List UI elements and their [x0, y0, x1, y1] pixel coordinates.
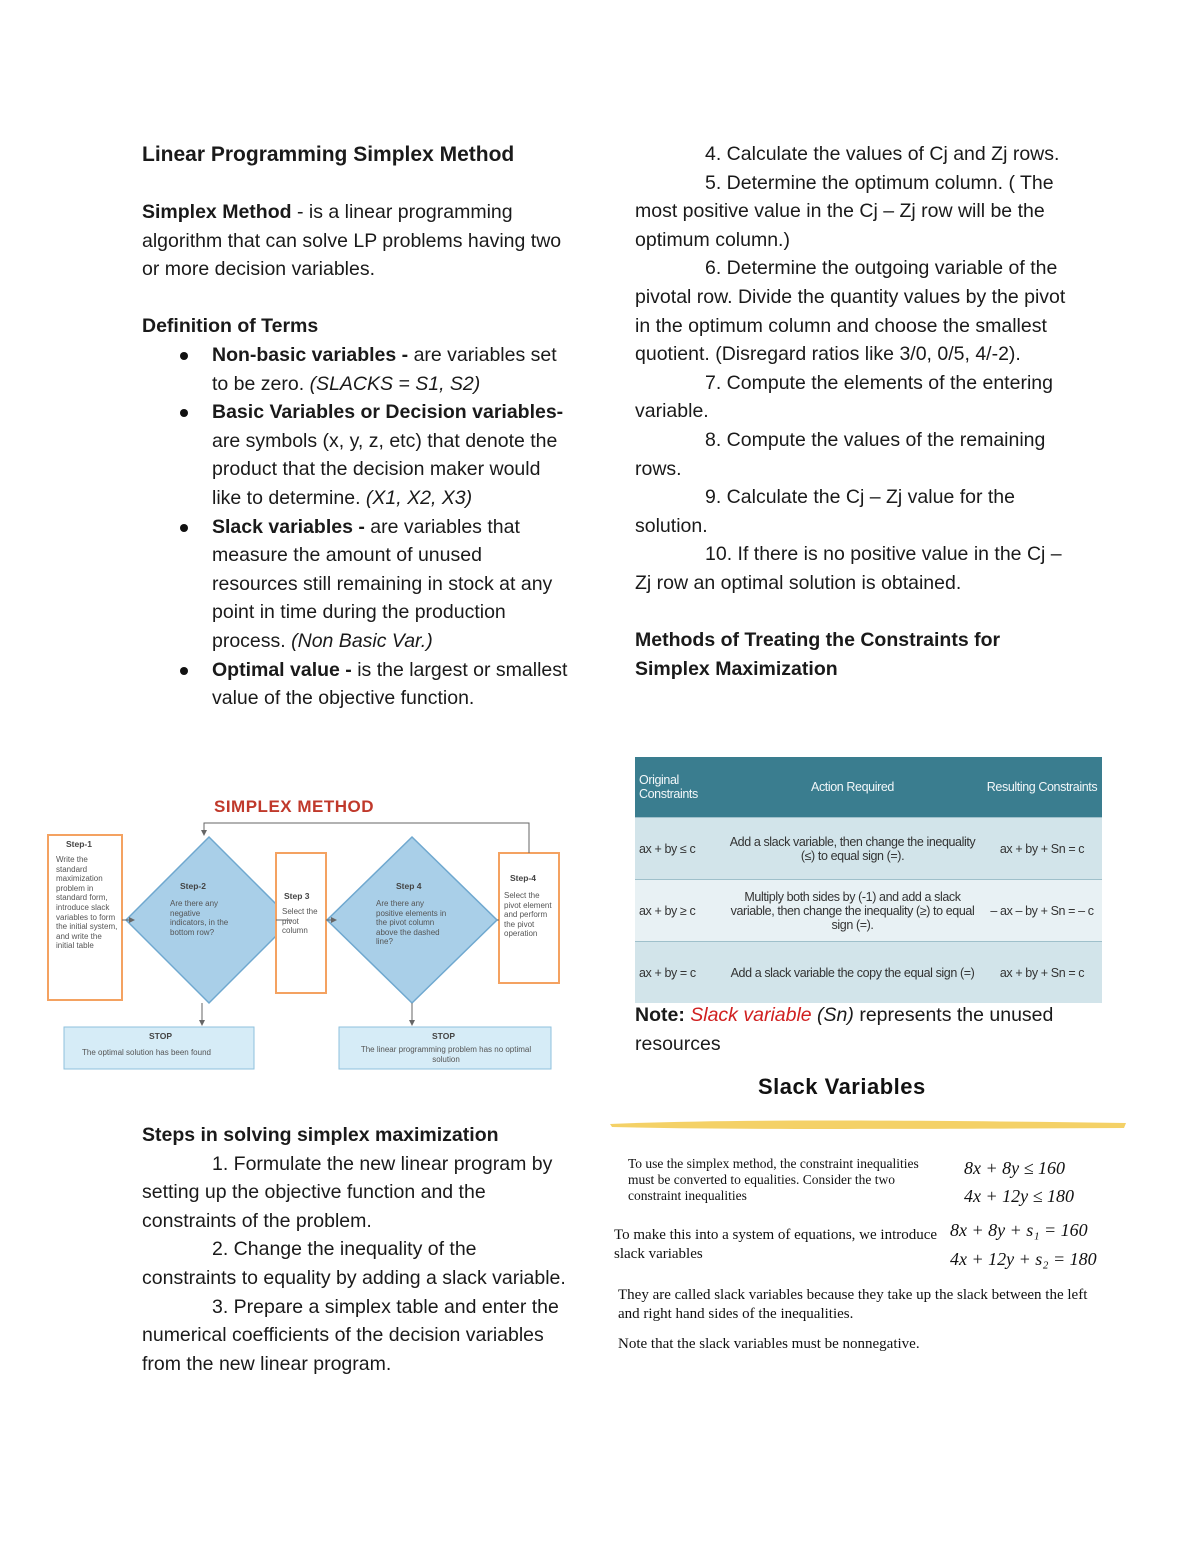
slack-eq1: 8x + 8y + s₁ = 160: [950, 1220, 1088, 1240]
step-item: 4. Calculate the values of Cj and Zj rows.: [705, 143, 1060, 165]
table-cell: ax + by ≤ c: [635, 818, 723, 880]
slack-ineq2: 4x + 12y ≤ 180: [964, 1186, 1075, 1206]
term-text: are symbols (x, y, z, etc) that denote the product that the decision maker would like to determine.: [212, 429, 558, 509]
left-column: [142, 140, 572, 713]
simplex-term: Simplex Method: [142, 201, 292, 223]
table-cell: ax + by ≥ c: [635, 880, 723, 942]
step3-head: Step 3: [284, 891, 310, 901]
term-label: Optimal value -: [212, 658, 358, 681]
table-row: [635, 818, 1102, 880]
term-label: Slack variables -: [212, 515, 371, 538]
step5-text: Select the pivot element and perform the pivot operation: [504, 891, 552, 939]
note-paragraph: [635, 1001, 1075, 1058]
simplex-flowchart: [44, 795, 564, 1075]
simplex-definition: [142, 198, 572, 284]
table-cell: Add a slack variable the copy the equal sign (=): [723, 942, 982, 1004]
term-label: Non-basic variables -: [212, 343, 414, 366]
table-header: Resulting Constraints: [982, 757, 1102, 818]
table-row: [635, 880, 1102, 942]
slack-eq2: 4x + 12y + s₂ = 180: [950, 1249, 1097, 1269]
stop1-head: STOP: [149, 1031, 172, 1041]
note-rest: represents the unused resources: [635, 1004, 1054, 1055]
term-text: are variables that measure the amount of unused resources still remaining in stock at any point in time during the production process.: [212, 515, 553, 652]
term-item: [142, 341, 572, 398]
definition-heading: Definition of Terms: [142, 315, 319, 338]
step4-text: Are there any positive elements in the pivot column above the dashed line?: [376, 899, 447, 947]
step5-head: Step-4: [510, 873, 536, 883]
step-item: 8. Compute the values of the remaining rows.: [635, 428, 1046, 480]
step3-text: Select the pivot column: [282, 907, 318, 936]
term-note: (Non Basic Var.): [291, 629, 433, 652]
table-header: Action Required: [723, 757, 982, 818]
step-item: 2. Change the inequality of the constraints to equality by adding a slack variable.: [142, 1238, 566, 1289]
step1-text: Write the standard maximization problem in standard form, introduce slack variables to form the initial system, and write the initial table: [56, 855, 118, 951]
term-text: are variables set to be zero.: [212, 343, 557, 395]
step-item: 7. Compute the elements of the entering variable.: [635, 371, 1053, 423]
step2-head: Step-2: [180, 881, 206, 891]
step1-head: Step-1: [66, 839, 92, 849]
note-label: Note:: [635, 1004, 685, 1026]
note-section: [635, 1001, 1075, 1058]
page-title: Linear Programming Simplex Method: [142, 143, 515, 166]
table-cell: Add a slack variable, then change the inequality (≤) to equal sign (=).: [723, 818, 982, 880]
term-item: [142, 513, 572, 656]
step2-text: Are there any negative indicators, in the bottom row?: [170, 899, 229, 937]
term-text: is the largest or smallest value of the objective function.: [212, 658, 568, 710]
slack-para1: To use the simplex method, the constraint inequalities must be converted to equalities. Consider the two constraint inequalities: [628, 1156, 919, 1203]
term-item: [142, 398, 572, 512]
step-item: 10. If there is no positive value in the Cj – Zj row an optimal solution is obtained.: [635, 543, 1062, 594]
table-cell: Multiply both sides by (-1) and add a slack variable, then change the inequality (≥) to equal sign (=).: [723, 880, 982, 942]
step4-head: Step 4: [396, 881, 422, 891]
table-header-row: [635, 757, 1102, 818]
note-red-term: Slack variable: [690, 1004, 812, 1026]
slack-title: Slack Variables: [758, 1074, 926, 1099]
table-cell: ax + by + Sn = c: [982, 942, 1102, 1004]
slack-para3: They are called slack variables because they take up the slack between the left and right hand sides of the inequalities.: [618, 1287, 1088, 1322]
slack-ineq1: 8x + 8y ≤ 160: [964, 1158, 1066, 1178]
terms-list: [142, 341, 572, 713]
step-item: 1. Formulate the new linear program by setting up the objective function and the constraints of the problem.: [142, 1152, 553, 1232]
right-column: [635, 140, 1075, 683]
flowchart-title: SIMPLEX METHOD: [214, 797, 375, 816]
slack-para2: To make this into a system of equations, we introduce slack variables: [614, 1227, 938, 1262]
table-cell: ax + by = c: [635, 942, 723, 1004]
highlight-bar: [608, 1118, 1128, 1130]
steps-section: [142, 1121, 572, 1378]
simplex-def-text: - is a linear programming algorithm that can solve LP problems having two or more decision variables.: [142, 201, 562, 281]
step-item: 5. Determine the optimum column. ( The most positive value in the Cj – Zj row will be the optimum column.): [635, 171, 1054, 251]
term-item: [142, 656, 572, 713]
step-item: 6. Determine the outgoing variable of the pivotal row. Divide the quantity values by the pivot in the optimum column and choose the smallest quotient. (Disregard ratios like 3/0, 0/5, 4/-2).: [635, 257, 1066, 366]
term-label: Basic Variables or Decision variables-: [212, 401, 564, 424]
loop-arrow: [204, 823, 529, 853]
table-cell: ax + by + Sn = c: [982, 818, 1102, 880]
term-note: (X1, X2, X3): [365, 486, 473, 509]
methods-heading: Methods of Treating the Constraints for Simplex Maximization: [635, 629, 1001, 680]
stop2-head: STOP: [432, 1031, 455, 1041]
step-item: 3. Prepare a simplex table and enter the numerical coefficients of the decision variables from the new linear program.: [142, 1295, 559, 1375]
table-cell: – ax – by + Sn = – c: [982, 880, 1102, 942]
slack-para4: Note that the slack variables must be nonnegative.: [618, 1336, 920, 1352]
term-note: (SLACKS = S1, S2): [309, 372, 481, 395]
slack-variables-figure: [608, 1070, 1128, 1370]
stop2-text: The linear programming problem has no optimal solution: [360, 1045, 532, 1064]
table-header: Original Constraints: [635, 757, 723, 818]
note-paren: (Sn): [811, 1004, 854, 1026]
steps-heading: Steps in solving simplex maximization: [142, 1124, 499, 1146]
step-item: 9. Calculate the Cj – Zj value for the solution.: [635, 486, 1015, 537]
stop1-text: The optimal solution has been found: [82, 1048, 211, 1057]
table-row: [635, 942, 1102, 1004]
constraints-table: [635, 757, 1102, 1003]
